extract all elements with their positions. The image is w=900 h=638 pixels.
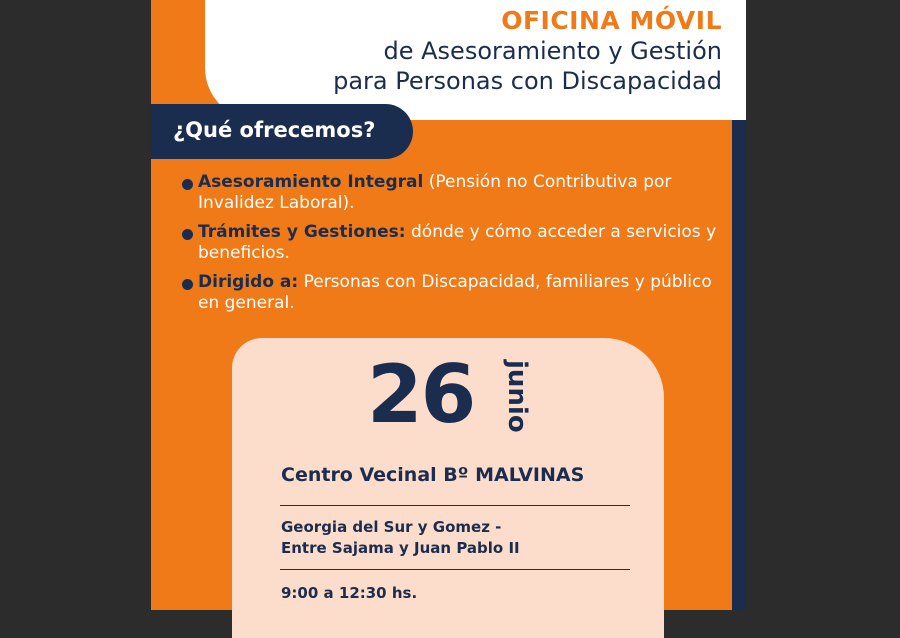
poster-subtitle-line1: de Asesoramiento y Gestión [383, 37, 722, 65]
offer-item-text: Personas con Discapacidad, familiares y público en general. [198, 272, 712, 313]
title-card [205, 0, 746, 120]
bullet-dot-icon [182, 279, 193, 290]
offer-heading-pill [151, 104, 413, 159]
offer-list [182, 172, 722, 322]
offer-item-text: (Pensión no Contributiva por Invalidez Laboral). [198, 172, 672, 213]
offer-item [182, 222, 722, 264]
event-address-line1: Georgia del Sur y Gomez - [281, 518, 502, 536]
event-month: junio [502, 360, 532, 433]
navy-stripe [732, 118, 746, 610]
event-day: 26 [367, 348, 475, 441]
divider [280, 569, 630, 570]
offer-item [182, 172, 722, 214]
offer-item-title: Asesoramiento Integral [198, 172, 424, 192]
offer-item-text: dónde y cómo acceder a servicios y beneficios. [198, 222, 717, 263]
event-venue: Centro Vecinal Bº MALVINAS [281, 464, 585, 486]
poster-subtitle-line2: para Personas con Discapacidad [333, 67, 722, 95]
event-address-line2: Entre Sajama y Juan Pablo II [281, 539, 520, 557]
divider [280, 505, 630, 506]
event-address [281, 517, 520, 559]
bullet-dot-icon [182, 179, 193, 190]
offer-heading: ¿Qué ofrecemos? [173, 118, 376, 142]
poster-title: OFICINA MÓVIL [501, 6, 722, 35]
bullet-dot-icon [182, 229, 193, 240]
offer-item [182, 272, 722, 314]
offer-item-title: Trámites y Gestiones: [198, 222, 406, 242]
event-hours: 9:00 a 12:30 hs. [281, 584, 418, 602]
offer-item-title: Dirigido a: [198, 272, 299, 292]
event-card [232, 338, 664, 638]
